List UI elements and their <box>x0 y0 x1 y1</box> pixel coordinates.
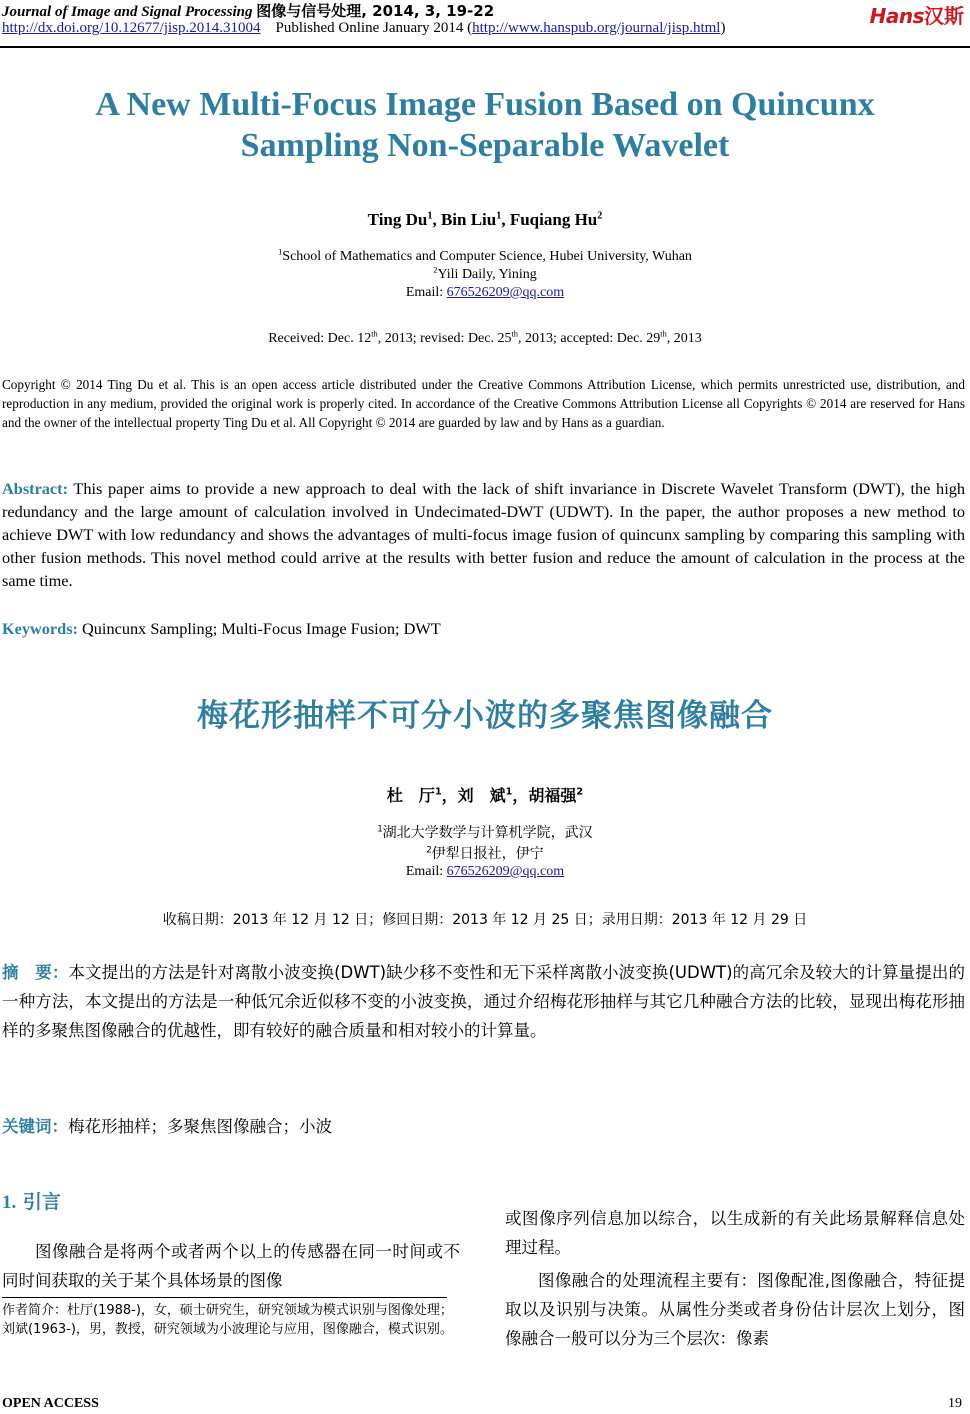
journal-name: Journal of Image and Signal Processing <box>2 4 253 20</box>
author-sep: ， <box>441 786 458 805</box>
affiliation-en-1 <box>0 249 970 265</box>
page-number: 19 <box>948 1396 962 1411</box>
author-1: Ting Du <box>367 210 428 229</box>
author-sep: , <box>501 210 510 229</box>
abstract-text: This paper aims to provide a new approach to deal with the lack of shift invariance in Discrete Wavelet Transform (DWT), the high redundancy and the large amount of calculation involved in Undecimated-DWT (UDWT). In the paper, the author proposes a new method to achieve DWT with low redundancy and shows the advantages of multi-focus image fusion of quincunx sampling by comparing this sampling with other fusion methods. This novel method could arrive at the results with better fusion and reduce the amount of calculation in the process at the same time. <box>2 479 965 590</box>
author-cn-2: 刘 斌 <box>457 786 506 805</box>
aff-sup: 1 <box>278 247 283 257</box>
accepted-text: , 2013; accepted: Dec. 29 <box>518 331 661 346</box>
aff-text: 湖北大学数学与计算机学院，武汉 <box>382 825 593 841</box>
published-close: ) <box>720 20 726 36</box>
journal-url-link[interactable]: http://www.hanspub.org/journal/jisp.html <box>472 20 721 36</box>
keywords-en <box>2 619 965 639</box>
section-1-right-paragraph-2: 图像融合的处理流程主要有：图像配准,图像融合，特征提取以及识别与决策。从属性分类或者身份估计层次上划分，图像融合一般可以分为三个层次：像素 <box>505 1271 965 1348</box>
journal-cn-details: 图像与信号处理, 2014, 3, 19-22 <box>256 2 495 20</box>
year-text: , 2013 <box>666 331 702 346</box>
open-access-label: OPEN ACCESS <box>2 1396 99 1411</box>
keywords-text: Quincunx Sampling; Multi-Focus Image Fusion; DWT <box>77 619 441 638</box>
received-sup: th <box>371 329 378 339</box>
accepted-sup: th <box>660 329 667 339</box>
author-cn-3: 胡福强 <box>528 786 577 805</box>
abstract-cn-text: 本文提出的方法是针对离散小波变换(DWT)缺少移不变性和无下采样离散小波变换(UDWT)的高冗余及较大的计算量提出的一种方法，本文提出的方法是一种低冗余近似移不变的小波变换，通过介绍梅花形抽样与其它几种融合方法的比较，显现出梅花形抽样的多聚焦图像融合的优越性，即有较好的融合质量和相对较小的计算量。 <box>2 963 965 1040</box>
email-label: Email: <box>405 285 447 300</box>
author-3: Fuqiang Hu <box>509 210 598 229</box>
author-cn-1: 杜 厅 <box>386 786 435 805</box>
abstract-cn <box>2 958 965 1045</box>
aff-text: School of Mathematics and Computer Science, Hubei University, Wuhan <box>282 249 692 264</box>
keywords-cn <box>2 1113 332 1137</box>
received-dates-cn: 收稿日期：2013 年 12 月 12 日；修回日期：2013 年 12 月 25 日；录用日期：2013 年 12 月 29 日 <box>162 912 808 928</box>
email-label: Email: <box>405 864 447 879</box>
copyright-notice: Copyright © 2014 Ting Du et al. This is an open access article distributed under the Creative Commons Attribution License, which permits unrestricted use, distribution, and reproduction in any medium, provided the original work is properly cited. In accordance of the Creative Commons Attribution License all Copyrights © 2014 are reserved for Hans and the owner of the intellectual property Ting Du et al. All Copyright © 2014 are guarded by law and by Hans as a guardian. <box>2 377 965 430</box>
title-en <box>0 84 970 166</box>
email-en <box>0 285 970 301</box>
aff-sup: 1 <box>377 823 383 834</box>
author-2-sup: 1 <box>496 210 502 222</box>
author-sep: ， <box>512 786 529 805</box>
keywords-cn-text: 梅花形抽样；多聚焦图像融合；小波 <box>68 1117 332 1136</box>
affiliation-cn-1 <box>0 822 970 842</box>
author-cn-2-sup: 1 <box>505 786 513 798</box>
keywords-label: Keywords: <box>2 619 78 638</box>
section-1-left-paragraph: 图像融合是将两个或者两个以上的传感器在同一时间或不同时间获取的关于某个具体场景的图像 <box>2 1242 460 1290</box>
aff-text: 伊犁日报社，伊宁 <box>431 846 544 862</box>
author-1-sup: 1 <box>427 210 433 222</box>
authors-cn <box>0 783 970 806</box>
abstract-en <box>2 477 965 592</box>
title-en-line1: A New Multi-Focus Image Fusion Based on Quincunx <box>95 86 875 123</box>
abstract-label: Abstract: <box>2 479 69 498</box>
title-cn: 梅花形抽样不可分小波的多聚焦图像融合 <box>197 698 773 734</box>
revised-sup: th <box>511 329 518 339</box>
revised-text: , 2013; revised: Dec. 25 <box>377 331 512 346</box>
affiliation-en-2 <box>0 267 970 283</box>
received-text: Received: Dec. 12 <box>268 331 372 346</box>
affiliation-cn-2 <box>0 843 970 863</box>
title-en-line2: Sampling Non-Separable Wavelet <box>240 127 730 164</box>
logo-hans-text: Hans <box>869 4 924 28</box>
aff-sup: 2 <box>426 844 432 855</box>
hans-logo <box>870 0 964 29</box>
section-number: 1. <box>2 1192 17 1213</box>
doi-line <box>2 20 725 37</box>
author-3-sup: 2 <box>597 210 603 222</box>
footnote-rule <box>2 1297 447 1298</box>
author-sep: , <box>432 210 441 229</box>
journal-header <box>2 0 494 21</box>
author-2: Bin Liu <box>440 210 497 229</box>
section-title: 引言 <box>22 1191 61 1213</box>
aff-text: Yili Daily, Yining <box>437 267 537 282</box>
section-1-right-paragraph-1: 或图像序列信息加以综合，以生成新的有关此场景解释信息处理过程。 <box>505 1209 965 1257</box>
logo-cn-text: 汉斯 <box>924 4 964 28</box>
author-footnote: 作者简介：杜厅(1988-)，女，硕士研究生，研究领域为模式识别与图像处理；刘斌(1963-)，男，教授，研究领域为小波理论与应用，图像融合，模式识别。 <box>2 1303 453 1337</box>
author-cn-1-sup: 1 <box>434 786 442 798</box>
aff-sup: 2 <box>433 265 438 275</box>
author-cn-3-sup: 2 <box>576 786 584 798</box>
published-text: Published Online January 2014 ( <box>275 20 473 36</box>
abstract-cn-label: 摘 要： <box>2 963 69 982</box>
email-link[interactable]: 676526209@qq.com <box>446 285 565 300</box>
authors-en <box>0 210 970 230</box>
email-link[interactable]: 676526209@qq.com <box>446 864 565 879</box>
header-rule <box>0 46 970 48</box>
keywords-cn-label: 关键词： <box>2 1117 68 1136</box>
section-1-heading <box>2 1187 460 1214</box>
doi-link[interactable]: http://dx.doi.org/10.12677/jisp.2014.31004 <box>2 20 261 36</box>
received-dates-en <box>0 331 970 347</box>
email-cn <box>0 864 970 880</box>
